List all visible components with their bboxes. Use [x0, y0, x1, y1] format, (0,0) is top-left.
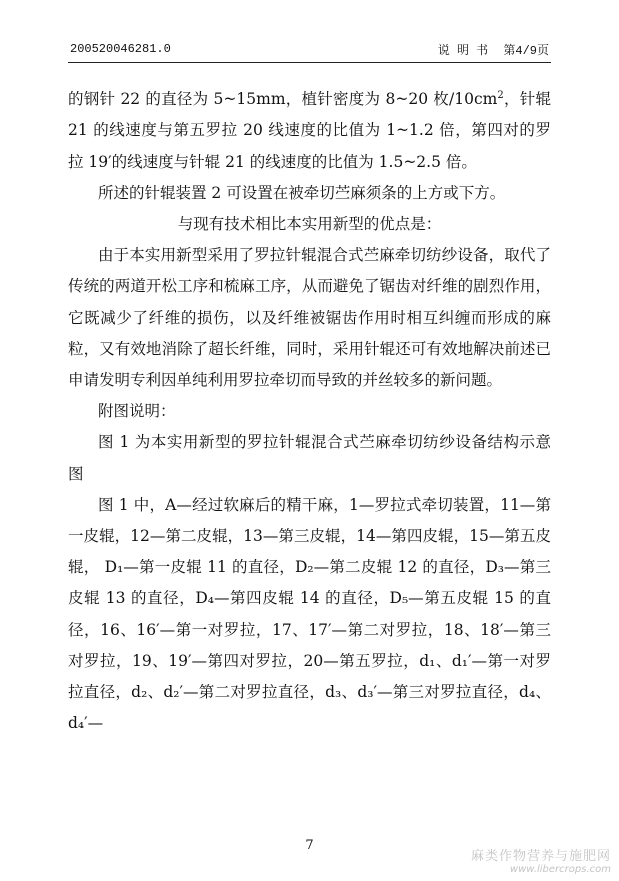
document-body — [68, 80, 551, 739]
heading-advantages: 与现有技术相比本实用新型的优点是： — [177, 214, 442, 233]
paragraph-text: 的钢针 22 的直径为 5~15mm，植针密度为 8~20 枚/10cm — [68, 90, 498, 109]
watermark-text-en: www.libercrops.com — [509, 864, 611, 875]
watermark-text-cn: 麻类作物营养与施肥网 — [470, 849, 611, 864]
paragraph-figure-1: 图 1 为本实用新型的罗拉针辊混合式苎麻牵切纺纱设备结构示意图 — [68, 433, 551, 483]
page-label: 第4/9页 — [503, 43, 549, 58]
paragraph-text: ，针辊 21 的线速度与第五罗拉 20 线速度的比值为 1~1.2 倍，第四对的罗拉 19′的线速度与针辊 21 的线速度的比值为 1.5~2.5 倍。 — [68, 90, 551, 171]
page-number: 7 — [305, 838, 314, 853]
superscript: 2 — [497, 90, 504, 101]
document-number: 200520046281.0 — [70, 42, 171, 56]
page-header — [70, 40, 549, 58]
header-divider — [68, 62, 551, 63]
heading-figure-description: 附图说明： — [98, 402, 176, 421]
paragraph-needle-roller-position: 所述的针辊装置 2 可设置在被牵切苎麻须条的上方或下方。 — [98, 183, 506, 202]
document-type: 说 明 书 — [437, 43, 489, 58]
paragraph-figure-legend: 图 1 中，A—经过软麻后的精干麻，1—罗拉式牵切装置，11—第一皮辊，12—第二皮辊，13—第三皮辊，14—第四皮辊，15—第五皮辊， D₁—第一皮辊 11 的直径，D₂—第二皮辊 12 的直径，D₃—第三皮辊 13 的直径，D₄—第四皮辊 14 的直径，D₅—第五皮辊 15 的直径，16、16′—第一对罗拉，17、17′—第二对罗拉，18、18′—第三对罗拉，19、19′—第四对罗拉，20—第五罗拉，d₁、d₁′—第一对罗拉直径，d₂、d₂′—第二对罗拉直径，d₃、d₃′—第三对罗拉直径，d₄、d₄′— — [68, 495, 551, 733]
header-right — [430, 41, 549, 58]
watermark — [471, 845, 611, 875]
paragraph-advantages: 由于本实用新型采用了罗拉针辊混合式苎麻牵切纺纱设备，取代了传统的两道开松工序和梳麻工序，从而避免了锯齿对纤维的剧烈作用，它既减少了纤维的损伤，以及纤维被锯齿作用时相互纠缠而形成的麻粒，又有效地消除了超长纤维，同时，采用针辊还可有效地解决前述已申请发明专利因单纯利用罗拉牵切而导致的并丝较多的新问题。 — [68, 246, 551, 389]
paragraph-steel-needle — [68, 80, 551, 178]
